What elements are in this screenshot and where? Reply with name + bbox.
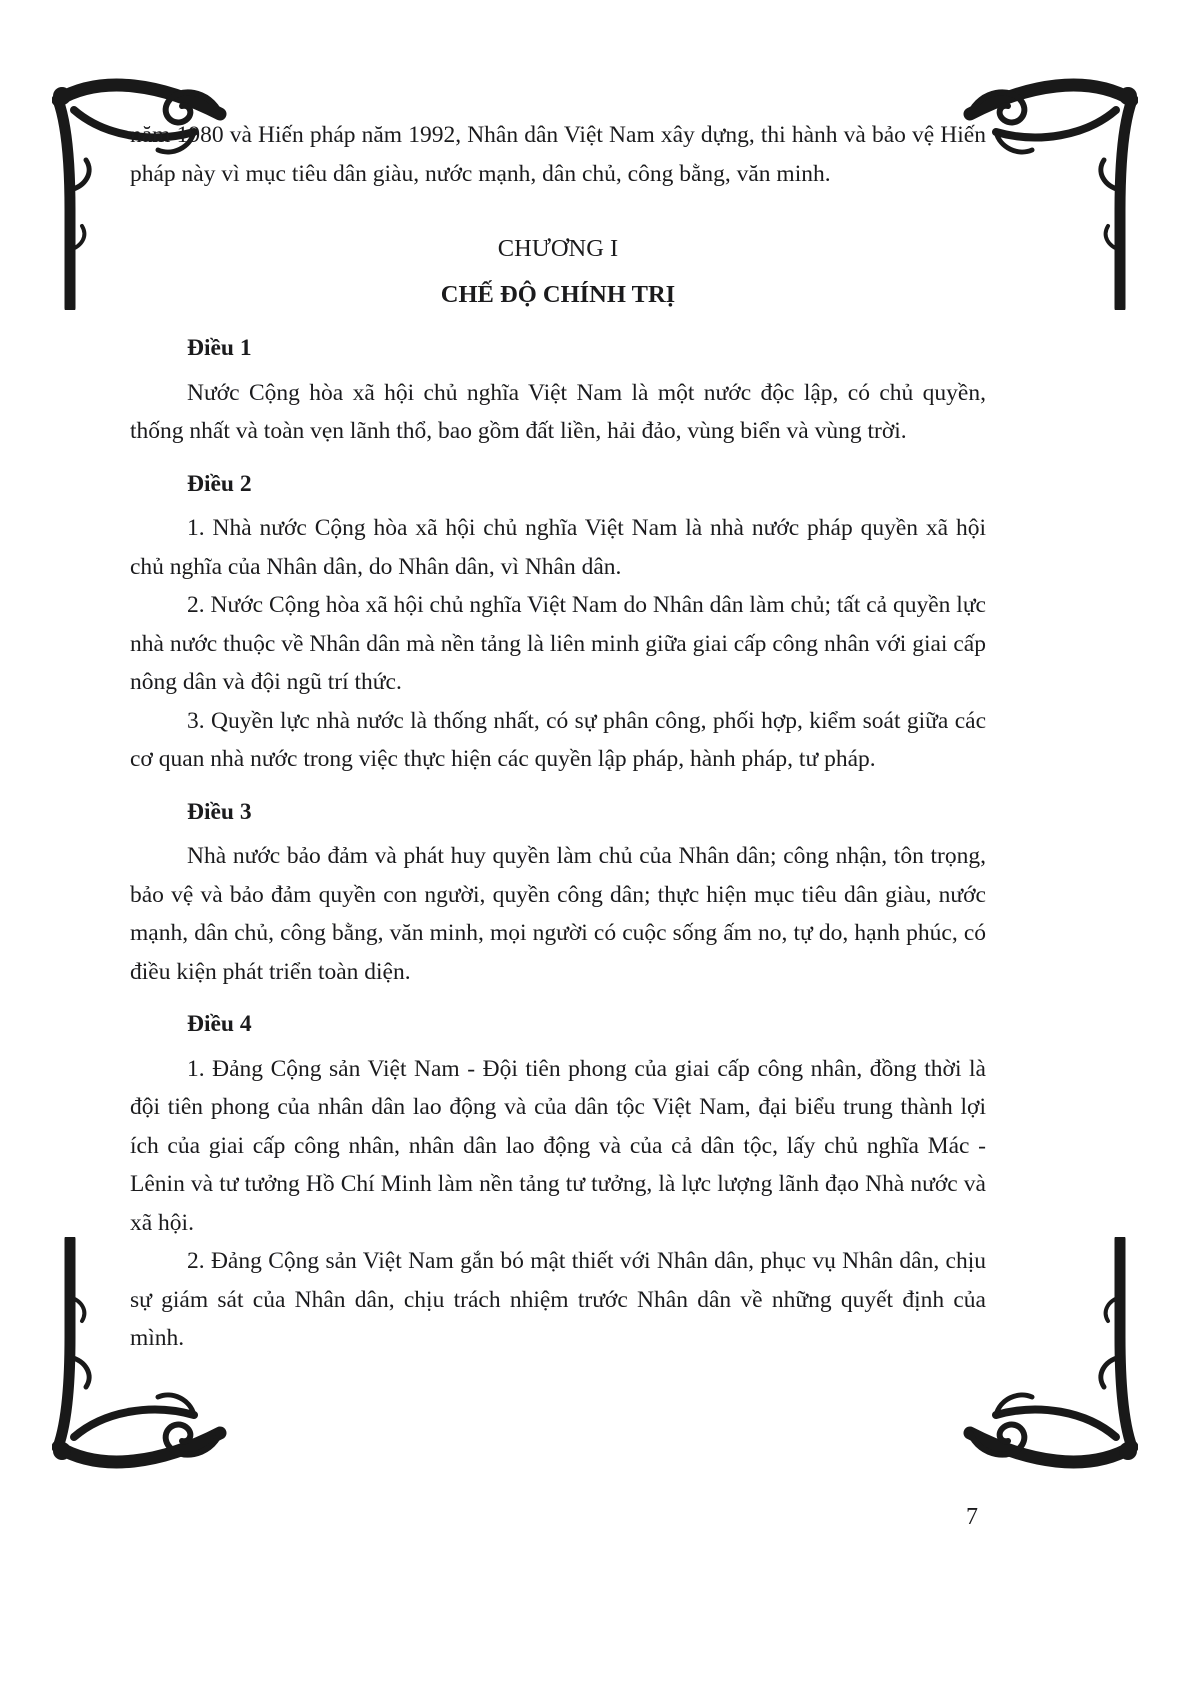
article-4 (130, 1005, 986, 1358)
article-paragraph: Nhà nước bảo đảm và phát huy quyền làm chủ của Nhân dân; công nhận, tôn trọng, bảo vệ và bảo đảm quyền con người, quyền công dân; thực hiện mục tiêu dân giàu, nước mạnh, dân chủ, công bằng, văn minh, mọi người có cuộc sống ấm no, tự do, hạnh phúc, có điều kiện phát triển toàn diện. (130, 843, 986, 985)
continuation-paragraph: năm 1980 và Hiến pháp năm 1992, Nhân dân Việt Nam xây dựng, thi hành và bảo vệ Hiến pháp này vì mục tiêu dân giàu, nước mạnh, dân chủ, công bằng, văn minh. (130, 122, 986, 187)
article-heading: Điều 4 (187, 1011, 252, 1037)
article-3 (130, 793, 986, 992)
page-number: 7 (966, 1504, 978, 1530)
corner-flourish-bottom-right-icon (963, 1237, 1138, 1477)
chapter-label: CHƯƠNG I (497, 235, 619, 262)
article-paragraph: 2. Nước Cộng hòa xã hội chủ nghĩa Việt Nam do Nhân dân làm chủ; tất cả quyền lực nhà nước thuộc về Nhân dân mà nền tảng là liên minh giữa giai cấp công nhân với giai cấp nông dân và đội ngũ trí thức. (130, 592, 986, 695)
article-paragraph: 3. Quyền lực nhà nước là thống nhất, có sự phân công, phối hợp, kiểm soát giữa các cơ quan nhà nước trong việc thực hiện các quyền lập pháp, hành pháp, tư pháp. (130, 707, 986, 772)
article-paragraph: Nước Cộng hòa xã hội chủ nghĩa Việt Nam là một nước độc lập, có chủ quyền, thống nhất và toàn vẹn lãnh thổ, bao gồm đất liền, hải đảo, vùng biển và vùng trời. (130, 379, 986, 444)
article-paragraph: 1. Đảng Cộng sản Việt Nam - Đội tiên phong của giai cấp công nhân, đồng thời là đội tiên phong của nhân dân lao động và của dân tộc Việt Nam, đại biểu trung thành lợi ích của giai cấp công nhân, nhân dân lao động và của cả dân tộc, lấy chủ nghĩa Mác - Lênin và tư tưởng Hồ Chí Minh làm nền tảng tư tưởng, là lực lượng lãnh đạo Nhà nước và xã hội. (130, 1055, 986, 1236)
article-paragraph: 2. Đảng Cộng sản Việt Nam gắn bó mật thiết với Nhân dân, phục vụ Nhân dân, chịu sự giám sát của Nhân dân, chịu trách nhiệm trước Nhân dân về những quyết định của mình. (130, 1248, 986, 1351)
article-heading: Điều 1 (187, 335, 252, 361)
chapter-title: CHẾ ĐỘ CHÍNH TRỊ (440, 281, 676, 308)
article-heading: Điều 2 (187, 470, 252, 497)
article-1 (130, 329, 986, 451)
article-2 (130, 465, 986, 779)
corner-flourish-top-right-icon (963, 70, 1138, 310)
article-paragraph: 1. Nhà nước Cộng hòa xã hội chủ nghĩa Việt Nam là nhà nước pháp quyền xã hội chủ nghĩa của Nhân dân, do Nhân dân, vì Nhân dân. (130, 515, 986, 580)
text-column (130, 116, 986, 1358)
article-heading: Điều 3 (187, 798, 252, 825)
